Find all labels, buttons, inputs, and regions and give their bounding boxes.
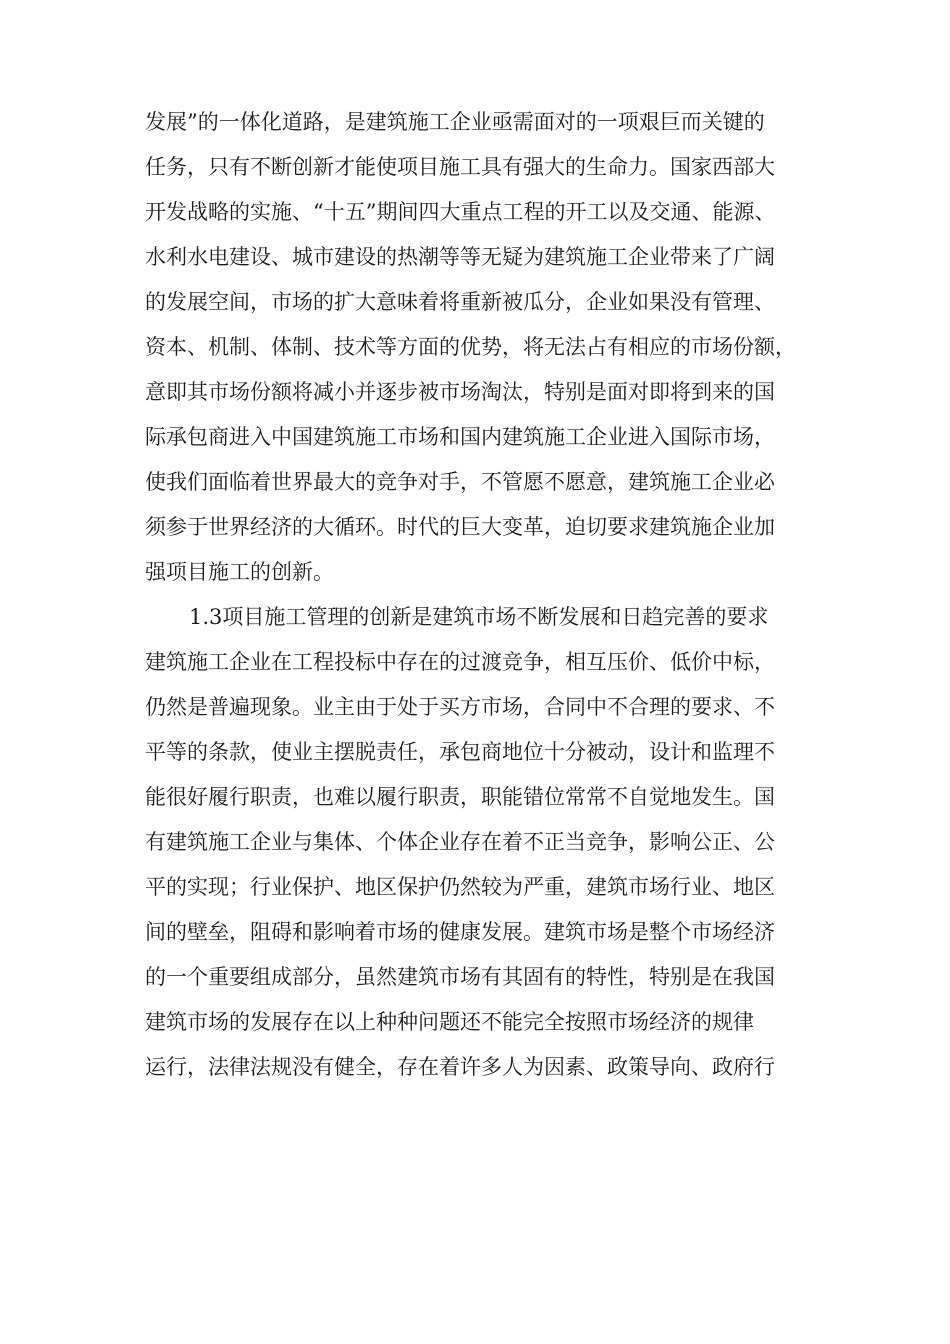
text-line: 水利水电建设、城市建设的热潮等等无疑为建筑施工企业带来了广阔 [145,245,775,269]
text-line: 的一个重要组成部分，虽然建筑市场有其固有的特性，特别是在我国 [145,965,775,989]
text-line: 的发展空间，市场的扩大意味着将重新被瓜分，企业如果没有管理、 [145,290,775,314]
text-line: 际承包商进入中国建筑施工市场和国内建筑施工企业进入国际市场， [145,425,775,449]
text-line: 强项目施工的创新。 [145,560,334,584]
text-line: 发展”的一体化道路，是建筑施工企业亟需面对的一项艰巨而关键的 [145,110,765,134]
text-line: 使我们面临着世界最大的竞争对手，不管愿不愿意，建筑施工企业必 [145,470,775,494]
body-text [145,100,825,1090]
text-line: 意即其市场份额将减小并逐步被市场淘汰，特别是面对即将到来的国 [145,380,775,404]
text-line: 平等的条款，使业主摆脱责任，承包商地位十分被动，设计和监理不 [145,740,775,764]
text-line: 仍然是普遍现象。业主由于处于买方市场，合同中不合理的要求、不 [145,695,775,719]
text-line: 建筑施工企业在工程投标中存在的过渡竞争，相互压价、低价中标， [145,650,775,674]
section-heading: 1.3项目施工管理的创新是建筑市场不断发展和日趋完善的要求 [189,605,769,629]
text-line: 平的实现；行业保护、地区保护仍然较为严重，建筑市场行业、地区 [145,875,775,899]
text-line: 能很好履行职责，也难以履行职责，职能错位常常不自觉地发生。国 [145,785,775,809]
text-line: 任务，只有不断创新才能使项目施工具有强大的生命力。国家西部大 [145,155,775,179]
text-line: 有建筑施工企业与集体、个体企业存在着不正当竞争，影响公正、公 [145,830,775,854]
text-line: 资本、机制、体制、技术等方面的优势，将无法占有相应的市场份额， [145,335,796,359]
text-line: 须参于世界经济的大循环。时代的巨大变革，迫切要求建筑施企业加 [145,515,775,539]
text-line: 间的壁垒，阻碍和影响着市场的健康发展。建筑市场是整个市场经济 [145,920,775,944]
text-line: 运行，法律法规没有健全，存在着许多人为因素、政策导向、政府行 [145,1055,775,1079]
text-line: 建筑市场的发展存在以上种种问题还不能完全按照市场经济的规律 [145,1010,754,1034]
text-line: 开发战略的实施、“十五”期间四大重点工程的开工以及交通、能源、 [145,200,776,224]
